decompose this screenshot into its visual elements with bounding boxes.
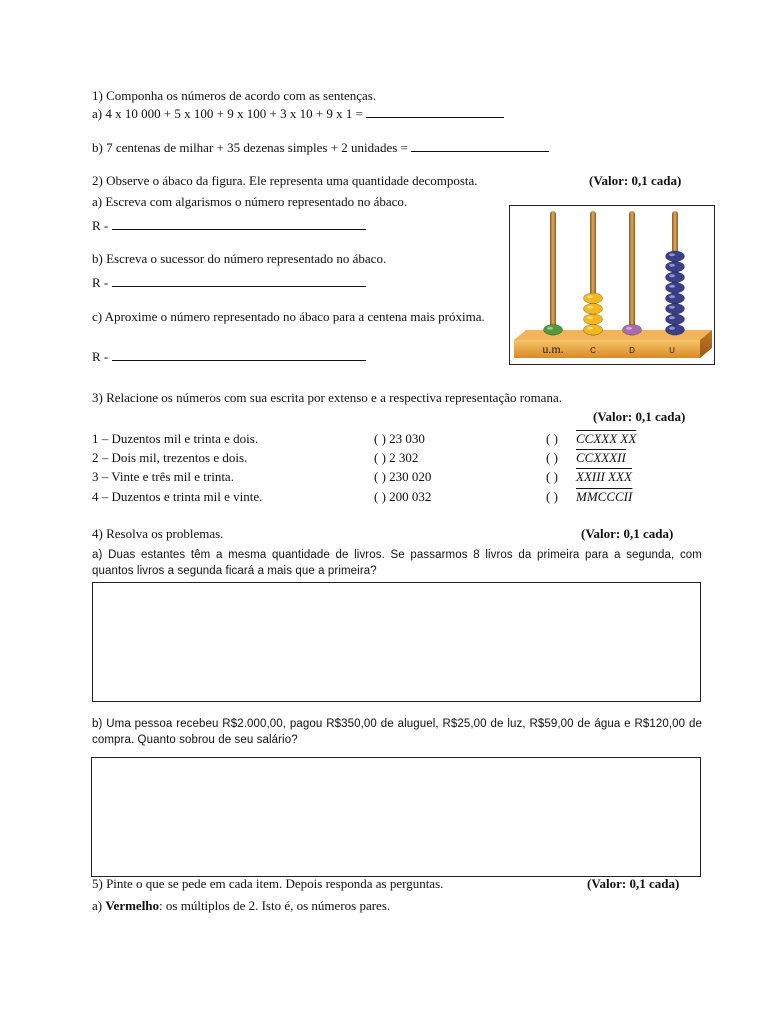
q4-a-answer-box[interactable] [92, 582, 701, 702]
abacus-label-4: U [669, 346, 675, 355]
q3-row-1-roman-paren[interactable]: ( ) [546, 431, 558, 446]
q1-a-answer-line[interactable] [366, 106, 504, 118]
abacus-bead [666, 325, 685, 336]
abacus-bead [666, 283, 685, 294]
q1-b-text: b) 7 centenas de milhar + 35 dezenas simples + 2 unidades = [92, 140, 408, 155]
q2-a-prefix: R - [92, 218, 109, 233]
q5-title: 5) Pinte o que se pede em cada item. Depois responda as perguntas. [92, 876, 444, 891]
q4-b-text: b) Uma pessoa recebeu R$2.000,00, pagou R$350,00 de aluguel, R$25,00 de luz, R$59,00 de água e R$120,00 de compra. Quanto sobrou de seu salário? [92, 718, 702, 746]
q2-value: (Valor: 0,1 cada) [589, 173, 682, 188]
abacus-label-3: D [629, 346, 635, 355]
abacus-bead [584, 293, 603, 304]
q3-row-2-roman-paren[interactable]: ( ) [546, 450, 558, 465]
q5-a-color-word: Vermelho [105, 898, 160, 913]
abacus-bead [584, 325, 603, 336]
abacus-bead [666, 262, 685, 273]
abacus-bead-highlight [587, 295, 593, 298]
q3-row-4-roman-paren[interactable]: ( ) [546, 489, 558, 504]
abacus-bead-highlight [669, 306, 675, 309]
q2-a-answer [92, 218, 366, 234]
abacus-bead [584, 314, 603, 325]
abacus-bead [666, 314, 685, 325]
q3-value: (Valor: 0,1 cada) [593, 409, 686, 424]
q2-title: 2) Observe o ábaco da figura. Ele representa uma quantidade decomposta. [92, 173, 478, 188]
abacus-bead [584, 304, 603, 315]
abacus-bead [544, 325, 563, 336]
abacus-bead-highlight [669, 264, 675, 267]
q3-row-4-roman: MMCCCII [576, 489, 633, 504]
q1-title: 1) Componha os números de acordo com as sentenças. [92, 88, 377, 103]
q3-row-3-number[interactable]: ( ) 230 020 [374, 469, 432, 484]
abacus-bead [666, 272, 685, 283]
abacus-svg [510, 206, 714, 364]
abacus-bead [666, 293, 685, 304]
q3-row-3-description: 3 – Vinte e três mil e trinta. [92, 469, 234, 484]
abacus-bead-highlight [587, 316, 593, 319]
abacus-bead-highlight [669, 253, 675, 256]
q3-title: 3) Relacione os números com sua escrita por extenso e a respectiva representação romana. [92, 390, 562, 405]
q2-a-text: a) Escreva com algarismos o número representado no ábaco. [92, 194, 408, 209]
q4-b-answer-box[interactable] [91, 757, 701, 877]
abacus-bead [666, 251, 685, 262]
q3-row-1-number[interactable]: ( ) 23 030 [374, 431, 425, 446]
q3-row-2-description: 2 – Dois mil, trezentos e dois. [92, 450, 248, 465]
abacus-bead-highlight [547, 327, 553, 330]
q3-row-3-roman: XXIII XXX [576, 469, 632, 484]
q1-item-b [92, 140, 549, 156]
q5-a-prefix: a) [92, 898, 103, 913]
q1-item-a [92, 106, 504, 122]
abacus-bead-highlight [669, 316, 675, 319]
q2-b-answer [92, 275, 366, 291]
q4-title: 4) Resolva os problemas. [92, 526, 224, 541]
q3-row-2-roman: CCXXXII [576, 450, 626, 465]
q5-item-a [92, 898, 390, 914]
q2-c-answer-line[interactable] [112, 349, 366, 361]
abacus-rod-D [629, 211, 635, 336]
q1-b-answer-line[interactable] [411, 140, 549, 152]
q3-row-4-number[interactable]: ( ) 200 032 [374, 489, 432, 504]
abacus-label-1: u.m. [542, 342, 564, 356]
q2-c-text: c) Aproxime o número representado no ábaco para a centena mais próxima. [92, 309, 485, 324]
abacus-bead-highlight [669, 274, 675, 277]
q3-row-4-description: 4 – Duzentos e trinta mil e vinte. [92, 489, 263, 504]
abacus-rod-u.m. [550, 211, 556, 336]
q1-a-text: a) 4 x 10 000 + 5 x 100 + 9 x 100 + 3 x 10 + 9 x 1 = [92, 106, 364, 121]
q5-value: (Valor: 0,1 cada) [587, 876, 680, 891]
abacus-bead-highlight [669, 295, 675, 298]
q2-c-prefix: R - [92, 349, 109, 364]
abacus-bead-highlight [669, 285, 675, 288]
abacus-figure [509, 205, 715, 365]
q2-b-prefix: R - [92, 275, 109, 290]
q3-row-3-roman-paren[interactable]: ( ) [546, 469, 558, 484]
abacus-label-2: C [590, 346, 596, 355]
q2-b-answer-line[interactable] [112, 275, 366, 287]
abacus-bead-highlight [587, 306, 593, 309]
abacus-bead-highlight [669, 327, 675, 330]
q2-a-answer-line[interactable] [112, 218, 366, 230]
abacus-bead [623, 325, 642, 336]
abacus-bead [666, 304, 685, 315]
q5-a-rest: : os múltiplos de 2. Isto é, os números pares. [159, 898, 391, 913]
q3-row-1-roman: CCXXX XX [576, 431, 637, 446]
q2-c-answer [92, 349, 366, 365]
q3-row-1-description: 1 – Duzentos mil e trinta e dois. [92, 431, 259, 446]
abacus-bead-highlight [587, 327, 593, 330]
q4-value: (Valor: 0,1 cada) [581, 526, 674, 541]
q2-b-text: b) Escreva o sucessor do número representado no ábaco. [92, 251, 387, 266]
q3-row-2-number[interactable]: ( ) 2 302 [374, 450, 419, 465]
q4-a-text: a) Duas estantes têm a mesma quantidade de livros. Se passarmos 8 livros da primeira para a segunda, com quantos livros a segunda ficará a mais que a primeira? [92, 549, 702, 577]
abacus-bead-highlight [626, 327, 632, 330]
